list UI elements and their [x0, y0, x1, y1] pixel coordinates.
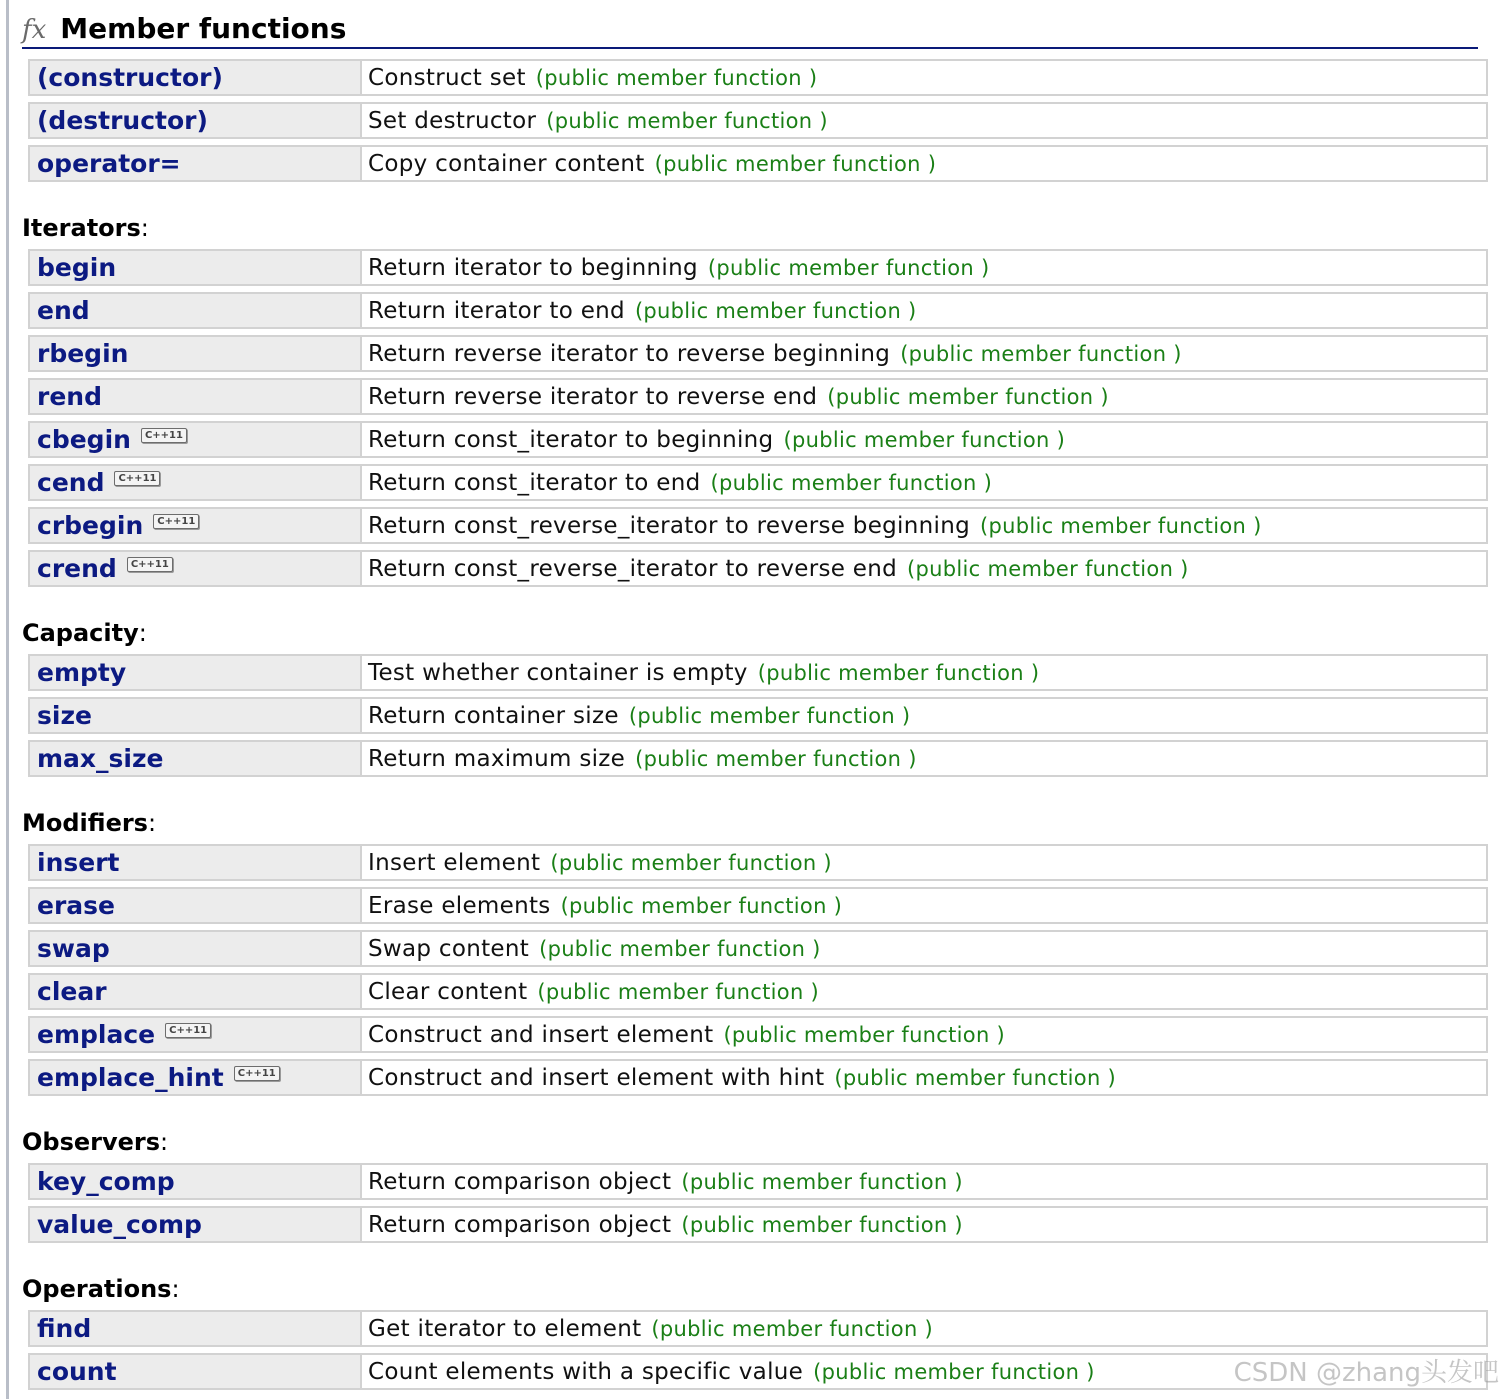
function-kind: (public member function ): [707, 255, 990, 280]
function-link[interactable]: end: [37, 295, 90, 325]
function-description-cell: [362, 1018, 1486, 1051]
function-description-cell: [362, 104, 1486, 137]
function-description: Get iterator to element: [368, 1315, 642, 1342]
function-description: Set destructor: [368, 107, 537, 134]
group-heading-colon: :: [138, 619, 147, 647]
function-kind: (public member function ): [900, 341, 1182, 366]
function-group: [22, 213, 1488, 587]
function-link[interactable]: value_comp: [37, 1209, 202, 1239]
table-row: [28, 740, 1488, 777]
function-description: Copy container content: [368, 150, 645, 177]
left-border: [6, 0, 9, 1399]
function-description: Return container size: [368, 702, 619, 729]
function-name-cell: [30, 846, 362, 879]
function-description-cell: [362, 975, 1486, 1008]
group-heading: [22, 1274, 1488, 1304]
function-link[interactable]: crend: [37, 553, 117, 583]
function-link[interactable]: clear: [37, 976, 107, 1006]
function-description-cell: [362, 337, 1486, 370]
table-row: [28, 973, 1488, 1010]
table-row: [28, 654, 1488, 691]
group-heading-colon: :: [140, 214, 149, 242]
function-table: [28, 249, 1488, 587]
function-name-cell: [30, 1312, 362, 1345]
function-table: [28, 1163, 1488, 1243]
table-row: [28, 249, 1488, 286]
function-link[interactable]: operator=: [37, 148, 181, 178]
function-group: [22, 808, 1488, 1096]
function-name-cell: [30, 932, 362, 965]
group-heading: [22, 213, 1488, 243]
function-link[interactable]: (destructor): [37, 105, 208, 135]
function-name-cell: [30, 509, 362, 542]
section-header: [22, 8, 1478, 49]
function-kind: (public member function ): [681, 1169, 963, 1194]
function-name-cell: [30, 975, 362, 1008]
function-link[interactable]: begin: [37, 252, 117, 282]
function-description-cell: [362, 656, 1486, 689]
function-description: Test whether container is empty: [368, 659, 748, 686]
function-link[interactable]: emplace_hint: [37, 1062, 224, 1092]
table-row: [28, 1206, 1488, 1243]
function-link[interactable]: key_comp: [37, 1166, 175, 1196]
table-row: [28, 378, 1488, 415]
function-name-cell: [30, 294, 362, 327]
function-link[interactable]: insert: [37, 847, 120, 877]
function-name-cell: [30, 1208, 362, 1241]
function-description: Return iterator to beginning: [368, 254, 698, 281]
function-name-cell: [30, 699, 362, 732]
function-table: [28, 654, 1488, 777]
function-name-cell: [30, 61, 362, 94]
function-name-cell: [30, 742, 362, 775]
function-description: Construct and insert element: [368, 1021, 714, 1048]
function-description-cell: [362, 466, 1486, 499]
cpp11-badge-icon: C++11: [153, 514, 199, 529]
table-row: [28, 844, 1488, 881]
function-kind: (public member function ): [634, 298, 917, 323]
function-description: Return iterator to end: [368, 297, 625, 324]
function-kind: (public member function ): [834, 1065, 1117, 1090]
function-kind: (public member function ): [783, 427, 1066, 452]
table-row: [28, 1310, 1488, 1347]
function-kind: (public member function ): [560, 893, 843, 918]
function-link[interactable]: cend: [37, 467, 105, 497]
function-description-cell: [362, 846, 1486, 879]
function-description-cell: [362, 932, 1486, 965]
table-row: [28, 930, 1488, 967]
function-name-cell: [30, 1355, 362, 1388]
function-kind: (public member function ): [723, 1022, 1006, 1047]
function-description: Return comparison object: [368, 1168, 672, 1195]
function-link[interactable]: rbegin: [37, 338, 129, 368]
function-description-cell: [362, 552, 1486, 585]
function-description-cell: [362, 509, 1486, 542]
function-kind: (public member function ): [654, 151, 937, 176]
function-kind: (public member function ): [757, 660, 1040, 685]
function-link[interactable]: size: [37, 700, 92, 730]
function-description-cell: [362, 294, 1486, 327]
function-kind: (public member function ): [535, 65, 818, 90]
cpp11-badge-icon: C++11: [165, 1023, 211, 1038]
function-description: Return const_iterator to end: [368, 469, 701, 496]
group-heading-text: Iterators: [22, 214, 141, 242]
table-row: [28, 697, 1488, 734]
function-kind: (public member function ): [681, 1212, 963, 1237]
function-name-cell: [30, 147, 362, 180]
table-row: [28, 335, 1488, 372]
function-group: [22, 1127, 1488, 1243]
table-row: [28, 145, 1488, 182]
group-heading-text: Operations: [22, 1275, 172, 1303]
function-name-cell: [30, 1018, 362, 1051]
function-link[interactable]: swap: [37, 933, 110, 963]
function-description: Return comparison object: [368, 1211, 672, 1238]
function-description: Clear content: [368, 978, 528, 1005]
function-description: Swap content: [368, 935, 530, 962]
function-name-cell: [30, 423, 362, 456]
function-link[interactable]: find: [37, 1313, 92, 1343]
table-row: [28, 464, 1488, 501]
section-title: Member functions: [60, 12, 347, 45]
table-row: [28, 550, 1488, 587]
function-description: Return reverse iterator to reverse end: [368, 383, 818, 410]
table-row: [28, 102, 1488, 139]
function-kind: (public member function ): [813, 1359, 1095, 1384]
function-link[interactable]: max_size: [37, 743, 164, 773]
function-description: Construct and insert element with hint: [368, 1064, 825, 1091]
function-kind: (public member function ): [827, 384, 1109, 409]
function-name-cell: [30, 889, 362, 922]
table-row: [28, 507, 1488, 544]
function-link[interactable]: rend: [37, 381, 102, 411]
function-description-cell: [362, 699, 1486, 732]
function-description-cell: [362, 147, 1486, 180]
cpp11-badge-icon: C++11: [141, 428, 187, 443]
watermark: CSDN @zhang头发吧: [1233, 1358, 1499, 1388]
function-link[interactable]: cbegin: [37, 424, 131, 454]
group-heading-text: Observers: [22, 1128, 161, 1156]
function-kind: (public member function ): [651, 1316, 934, 1341]
function-name-cell: [30, 552, 362, 585]
function-description: Return reverse iterator to reverse beginning: [368, 340, 891, 367]
function-link[interactable]: crbegin: [37, 510, 144, 540]
member-functions-section: [22, 8, 1488, 1396]
table-row: [28, 59, 1488, 96]
function-description: Insert element: [368, 849, 541, 876]
function-group: [22, 59, 1488, 182]
function-kind: (public member function ): [635, 746, 917, 771]
function-name-cell: [30, 656, 362, 689]
group-heading-colon: :: [171, 1275, 180, 1303]
function-kind: (public member function ): [539, 936, 821, 961]
function-description: Return maximum size: [368, 745, 626, 772]
function-description-cell: [362, 423, 1486, 456]
cpp11-badge-icon: C++11: [234, 1066, 280, 1081]
function-group: [22, 618, 1488, 777]
function-name-cell: [30, 104, 362, 137]
group-heading-colon: :: [147, 809, 157, 837]
function-link[interactable]: erase: [37, 890, 115, 920]
function-name-cell: [30, 251, 362, 284]
group-heading: [22, 1127, 1488, 1157]
function-description: Return const_reverse_iterator to reverse beginning: [368, 512, 970, 539]
function-description-cell: [362, 251, 1486, 284]
function-name-cell: [30, 337, 362, 370]
function-link[interactable]: count: [37, 1356, 117, 1386]
function-kind: (public member function ): [550, 850, 832, 875]
function-description-cell: [362, 742, 1486, 775]
function-link[interactable]: (constructor): [37, 62, 223, 92]
function-groups: [22, 59, 1488, 1390]
function-link[interactable]: empty: [37, 657, 127, 687]
function-kind: (public member function ): [537, 979, 820, 1004]
function-kind: (public member function ): [628, 703, 911, 728]
group-heading-text: Modifiers: [22, 809, 148, 837]
function-description-cell: [362, 1061, 1486, 1094]
group-heading-text: Capacity: [22, 619, 139, 647]
group-heading-colon: :: [160, 1128, 169, 1156]
function-description-cell: [362, 61, 1486, 94]
group-heading: [22, 808, 1488, 838]
function-name-cell: [30, 1061, 362, 1094]
function-name-cell: [30, 466, 362, 499]
table-row: [28, 1163, 1488, 1200]
function-description: Construct set: [368, 64, 526, 91]
function-description-cell: [362, 1208, 1486, 1241]
function-name-cell: [30, 1165, 362, 1198]
table-row: [28, 1016, 1488, 1053]
function-kind: (public member function ): [546, 108, 828, 133]
function-link[interactable]: emplace: [37, 1019, 156, 1049]
function-kind: (public member function ): [907, 556, 1189, 581]
table-row: [28, 292, 1488, 329]
table-row: [28, 421, 1488, 458]
function-description-cell: [362, 1312, 1486, 1345]
cpp11-badge-icon: C++11: [114, 471, 160, 486]
function-description-cell: [362, 380, 1486, 413]
cpp11-badge-icon: C++11: [127, 557, 173, 572]
function-kind: (public member function ): [710, 470, 993, 495]
table-row: [28, 1059, 1488, 1096]
function-description: Return const_iterator to beginning: [368, 426, 774, 453]
function-table: [28, 59, 1488, 182]
function-description-cell: [362, 889, 1486, 922]
function-name-cell: [30, 380, 362, 413]
function-description: Erase elements: [368, 892, 551, 919]
function-description: Return const_reverse_iterator to reverse end: [368, 555, 898, 582]
group-heading: [22, 618, 1488, 648]
table-row: [28, 887, 1488, 924]
function-description: Count elements with a specific value: [368, 1358, 804, 1385]
function-table: [28, 844, 1488, 1096]
function-kind: (public member function ): [979, 513, 1262, 538]
function-description-cell: [362, 1165, 1486, 1198]
fx-icon: fx: [22, 15, 47, 45]
